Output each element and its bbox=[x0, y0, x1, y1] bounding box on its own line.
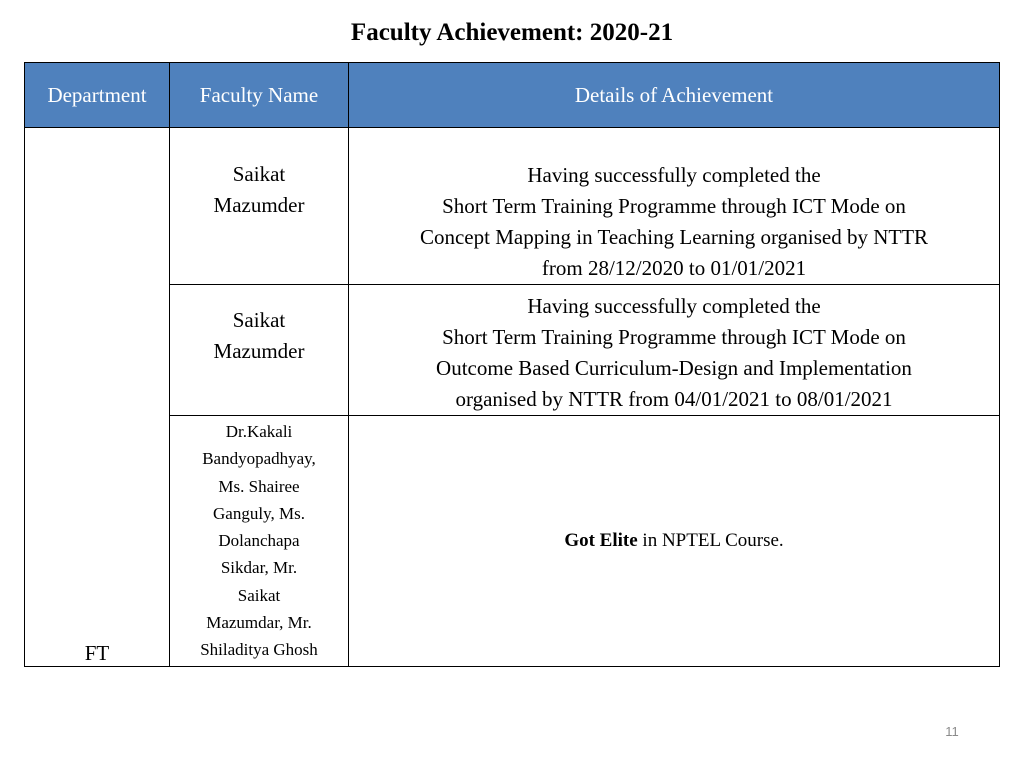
details-line: organised by NTTR from 04/01/2021 to 08/01/2021 bbox=[455, 387, 893, 411]
achievement-details-cell bbox=[349, 285, 1000, 416]
faculty-name-line: Saikat bbox=[232, 308, 286, 332]
faculty-name-cell bbox=[170, 416, 349, 667]
details-line: Short Term Training Programme through ICT Mode on bbox=[442, 194, 906, 218]
faculty-name-line: Mazumder bbox=[213, 193, 305, 217]
slide-title: Faculty Achievement: 2020-21 bbox=[350, 19, 674, 46]
faculty-name-line: Saikat bbox=[237, 585, 281, 605]
header-department: Department bbox=[25, 63, 170, 128]
details-line: Concept Mapping in Teaching Learning organised by NTTR bbox=[419, 225, 929, 249]
faculty-name-line: Saikat bbox=[232, 162, 286, 186]
details-line: Short Term Training Programme through ICT Mode on bbox=[442, 325, 906, 349]
achievement-table bbox=[24, 62, 1000, 667]
faculty-name-cell bbox=[170, 285, 349, 416]
header-details: Details of Achievement bbox=[349, 63, 1000, 128]
faculty-name-line: Ganguly, Ms. bbox=[213, 503, 305, 523]
table-header-row bbox=[25, 63, 1000, 128]
faculty-name-line: Shiladitya Ghosh bbox=[200, 640, 318, 660]
faculty-name-line: Ms. Shairee bbox=[218, 476, 300, 496]
faculty-name-line: Sikdar, Mr. bbox=[220, 558, 298, 578]
header-faculty-name: Faculty Name bbox=[170, 63, 349, 128]
page-number: 11 bbox=[945, 724, 959, 739]
details-emphasis: Got Elite bbox=[564, 530, 638, 552]
faculty-name-line: Dolanchapa bbox=[218, 531, 300, 551]
table-row bbox=[25, 128, 1000, 285]
faculty-name-line: Bandyopadhyay, bbox=[202, 449, 316, 469]
details-text: in NPTEL Course. bbox=[637, 530, 784, 552]
faculty-name-line: Dr.Kakali bbox=[225, 422, 293, 441]
achievement-details-cell bbox=[349, 416, 1000, 667]
table-row bbox=[25, 416, 1000, 667]
details-line: Outcome Based Curriculum-Design and Implementation bbox=[436, 356, 912, 380]
achievement-details-cell bbox=[349, 128, 1000, 285]
faculty-name-cell bbox=[170, 128, 349, 285]
faculty-name-line: Mazumdar, Mr. bbox=[206, 613, 312, 633]
table-row bbox=[25, 285, 1000, 416]
details-line: Having successfully completed the bbox=[527, 294, 821, 318]
department-cell: FT bbox=[25, 128, 170, 667]
faculty-name-line: Mazumder bbox=[213, 339, 305, 363]
details-line: from 28/12/2020 to 01/01/2021 bbox=[541, 256, 807, 280]
details-line: Having successfully completed the bbox=[527, 163, 821, 187]
